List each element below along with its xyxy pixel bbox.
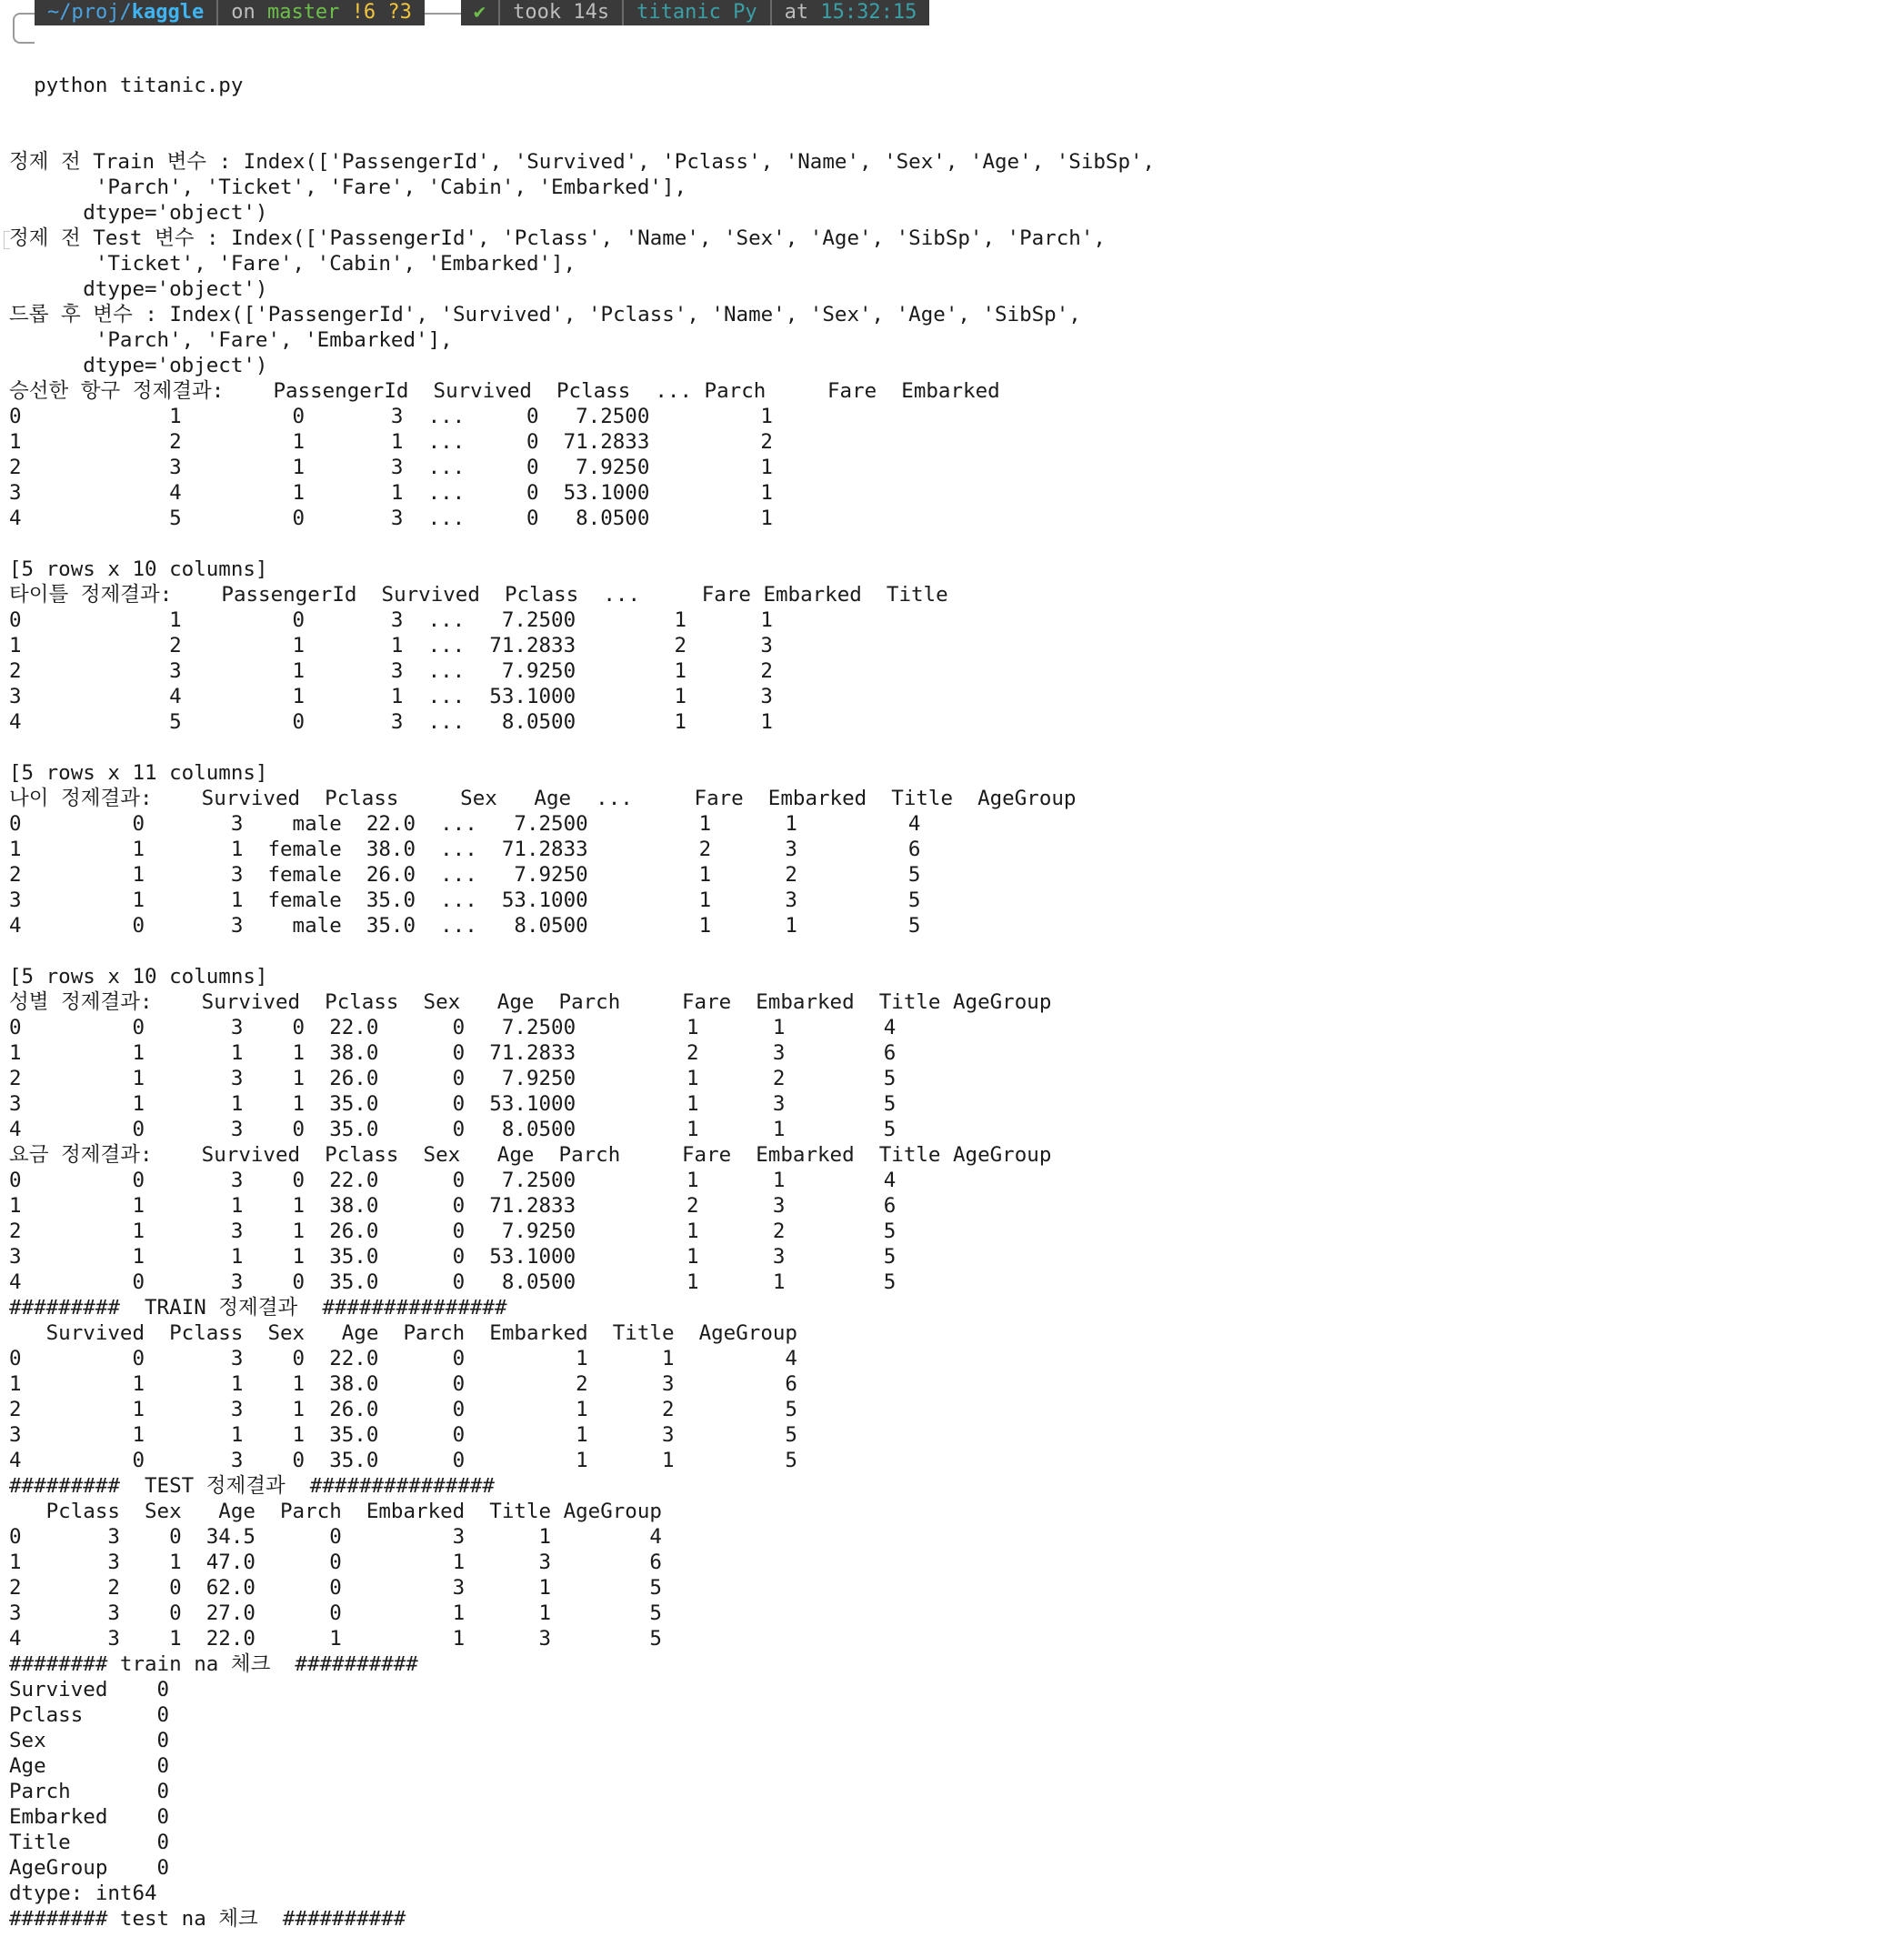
output-line: 타이틀 정제결과: PassengerId Survived Pclass ... Fare Embarked Title	[9, 583, 948, 607]
output-line: 2 1 3 1 26.0 0 1 2 5	[9, 1398, 797, 1421]
output-line: ######## test na 체크 ##########	[9, 1907, 406, 1931]
output-line: AgeGroup 0	[9, 1856, 170, 1880]
output-line: 4 0 3 0 35.0 0 1 1 5	[9, 1449, 797, 1472]
output-line: dtype='object')	[9, 354, 268, 377]
output-line: 정제 전 Test 변수 : Index(['PassengerId', 'Pclass', 'Name', 'Sex', 'Age', 'SibSp', 'Parch',	[9, 226, 1106, 250]
prompt-dir-name: kaggle	[131, 1, 205, 24]
output-line: ######### TRAIN 정제결과 ###############	[9, 1296, 507, 1320]
output-line: Title 0	[9, 1831, 170, 1854]
output-line: 4 0 3 male 35.0 ... 8.0500 1 1 5	[9, 914, 921, 938]
output-line: 0 3 0 34.5 0 3 1 4	[9, 1525, 662, 1549]
output-line: 0 1 0 3 ... 0 7.2500 1	[9, 405, 773, 428]
output-line: Parch 0	[9, 1780, 170, 1803]
output-line: 1 1 1 1 38.0 0 71.2833 2 3 6	[9, 1194, 897, 1218]
output-line: 3 4 1 1 ... 53.1000 1 3	[9, 685, 773, 708]
output-line: ######### TEST 정제결과 ###############	[9, 1474, 495, 1498]
output-line: Sex 0	[9, 1729, 170, 1752]
output-line: [5 rows x 10 columns]	[9, 965, 268, 989]
program-output	[9, 149, 1155, 1932]
output-line: 4 0 3 0 35.0 0 8.0500 1 1 5	[9, 1118, 897, 1141]
output-line: Pclass 0	[9, 1703, 170, 1727]
output-line	[9, 531, 1155, 557]
prompt-dir-prefix: ~/proj/	[47, 1, 132, 24]
output-line: 1 2 1 1 ... 0 71.2833 2	[9, 430, 773, 454]
output-line: 1 3 1 47.0 0 1 3 6	[9, 1551, 662, 1574]
output-line: Survived 0	[9, 1678, 170, 1701]
output-line: 정제 전 Train 변수 : Index(['PassengerId', 'Survived', 'Pclass', 'Name', 'Sex', 'Age', 'SibSp',	[9, 150, 1156, 174]
output-line: 2 3 1 3 ... 0 7.9250 1	[9, 456, 773, 479]
output-line: 'Parch', 'Ticket', 'Fare', 'Cabin', 'Embarked'],	[9, 176, 687, 199]
output-line: 2 1 3 1 26.0 0 7.9250 1 2 5	[9, 1219, 897, 1243]
output-line: 4 5 0 3 ... 8.0500 1 1	[9, 710, 773, 734]
output-line: 3 1 1 1 35.0 0 53.1000 1 3 5	[9, 1092, 897, 1116]
output-line: 2 2 0 62.0 0 3 1 5	[9, 1576, 662, 1600]
output-line: 'Ticket', 'Fare', 'Cabin', 'Embarked'],	[9, 252, 576, 276]
prompt-time: 15:32:15	[820, 1, 917, 24]
output-line: 3 1 1 1 35.0 0 53.1000 1 3 5	[9, 1245, 897, 1269]
output-line: 승선한 항구 정제결과: PassengerId Survived Pclass ... Parch Fare Embarked	[9, 379, 1000, 403]
terminal-output[interactable]	[9, 22, 1155, 1957]
output-line: 드롭 후 변수 : Index(['PassengerId', 'Survived', 'Pclass', 'Name', 'Sex', 'Age', 'SibSp',	[9, 303, 1081, 326]
command-line	[9, 73, 1155, 98]
prompt-env-lang: Py	[733, 1, 757, 24]
output-line: 1 2 1 1 ... 71.2833 2 3	[9, 634, 773, 657]
output-line: 나이 정제결과: Survived Pclass Sex Age ... Fare Embarked Title AgeGroup	[9, 787, 1077, 810]
output-line: 3 1 1 1 35.0 0 1 3 5	[9, 1423, 797, 1447]
status-ok-icon: ✔	[473, 1, 486, 24]
prompt-at-label: at	[784, 1, 809, 24]
output-line: 1 1 1 female 38.0 ... 71.2833 2 3 6	[9, 838, 921, 861]
output-line: Age 0	[9, 1754, 170, 1778]
output-line: ######## train na 체크 ##########	[9, 1652, 418, 1676]
output-line: dtype: int64	[9, 1882, 157, 1905]
output-line: 1 1 1 1 38.0 0 2 3 6	[9, 1372, 797, 1396]
command-text: python titanic.py	[34, 74, 244, 97]
output-line: Embarked 0	[9, 1805, 170, 1829]
output-line: 0 0 3 0 22.0 0 7.2500 1 1 4	[9, 1169, 897, 1192]
output-line: 'Parch', 'Fare', 'Embarked'],	[9, 328, 453, 352]
output-line: 4 5 0 3 ... 0 8.0500 1	[9, 507, 773, 530]
output-line: 4 3 1 22.0 1 1 3 5	[9, 1627, 662, 1651]
output-line: dtype='object')	[9, 201, 268, 225]
output-line: 0 1 0 3 ... 7.2500 1 1	[9, 608, 773, 632]
output-line: [5 rows x 10 columns]	[9, 557, 268, 581]
output-line: 0 0 3 male 22.0 ... 7.2500 1 1 4	[9, 812, 921, 836]
output-line: 0 0 3 0 22.0 0 1 1 4	[9, 1347, 797, 1370]
output-line: 성별 정제결과: Survived Pclass Sex Age Parch Fare Embarked Title AgeGroup	[9, 990, 1052, 1014]
output-line: 0 0 3 0 22.0 0 7.2500 1 1 4	[9, 1016, 897, 1039]
output-line: 3 1 1 female 35.0 ... 53.1000 1 3 5	[9, 888, 921, 912]
output-line: 2 1 3 1 26.0 0 7.9250 1 2 5	[9, 1067, 897, 1090]
prompt-dirty-status: !6 ?3	[351, 1, 412, 24]
output-line: 4 0 3 0 35.0 0 8.0500 1 1 5	[9, 1270, 897, 1294]
prompt-git-on: on	[231, 1, 256, 24]
output-line	[9, 938, 1155, 964]
prompt-env-name: titanic	[636, 1, 721, 24]
output-line: 1 1 1 1 38.0 0 71.2833 2 3 6	[9, 1041, 897, 1065]
output-line: 3 4 1 1 ... 0 53.1000 1	[9, 481, 773, 505]
output-line: [5 rows x 11 columns]	[9, 761, 268, 785]
output-line: 2 1 3 female 26.0 ... 7.9250 1 2 5	[9, 863, 921, 887]
output-line: 3 3 0 27.0 0 1 1 5	[9, 1601, 662, 1625]
output-line	[9, 735, 1155, 760]
prompt-took: took 14s	[513, 1, 610, 24]
prompt-branch: master	[266, 1, 340, 24]
output-line: Pclass Sex Age Parch Embarked Title AgeGroup	[9, 1500, 662, 1523]
output-line: Survived Pclass Sex Age Parch Embarked Title AgeGroup	[9, 1321, 797, 1345]
output-line: 2 3 1 3 ... 7.9250 1 2	[9, 659, 773, 683]
output-line: 요금 정제결과: Survived Pclass Sex Age Parch Fare Embarked Title AgeGroup	[9, 1143, 1052, 1167]
output-line: dtype='object')	[9, 277, 268, 301]
